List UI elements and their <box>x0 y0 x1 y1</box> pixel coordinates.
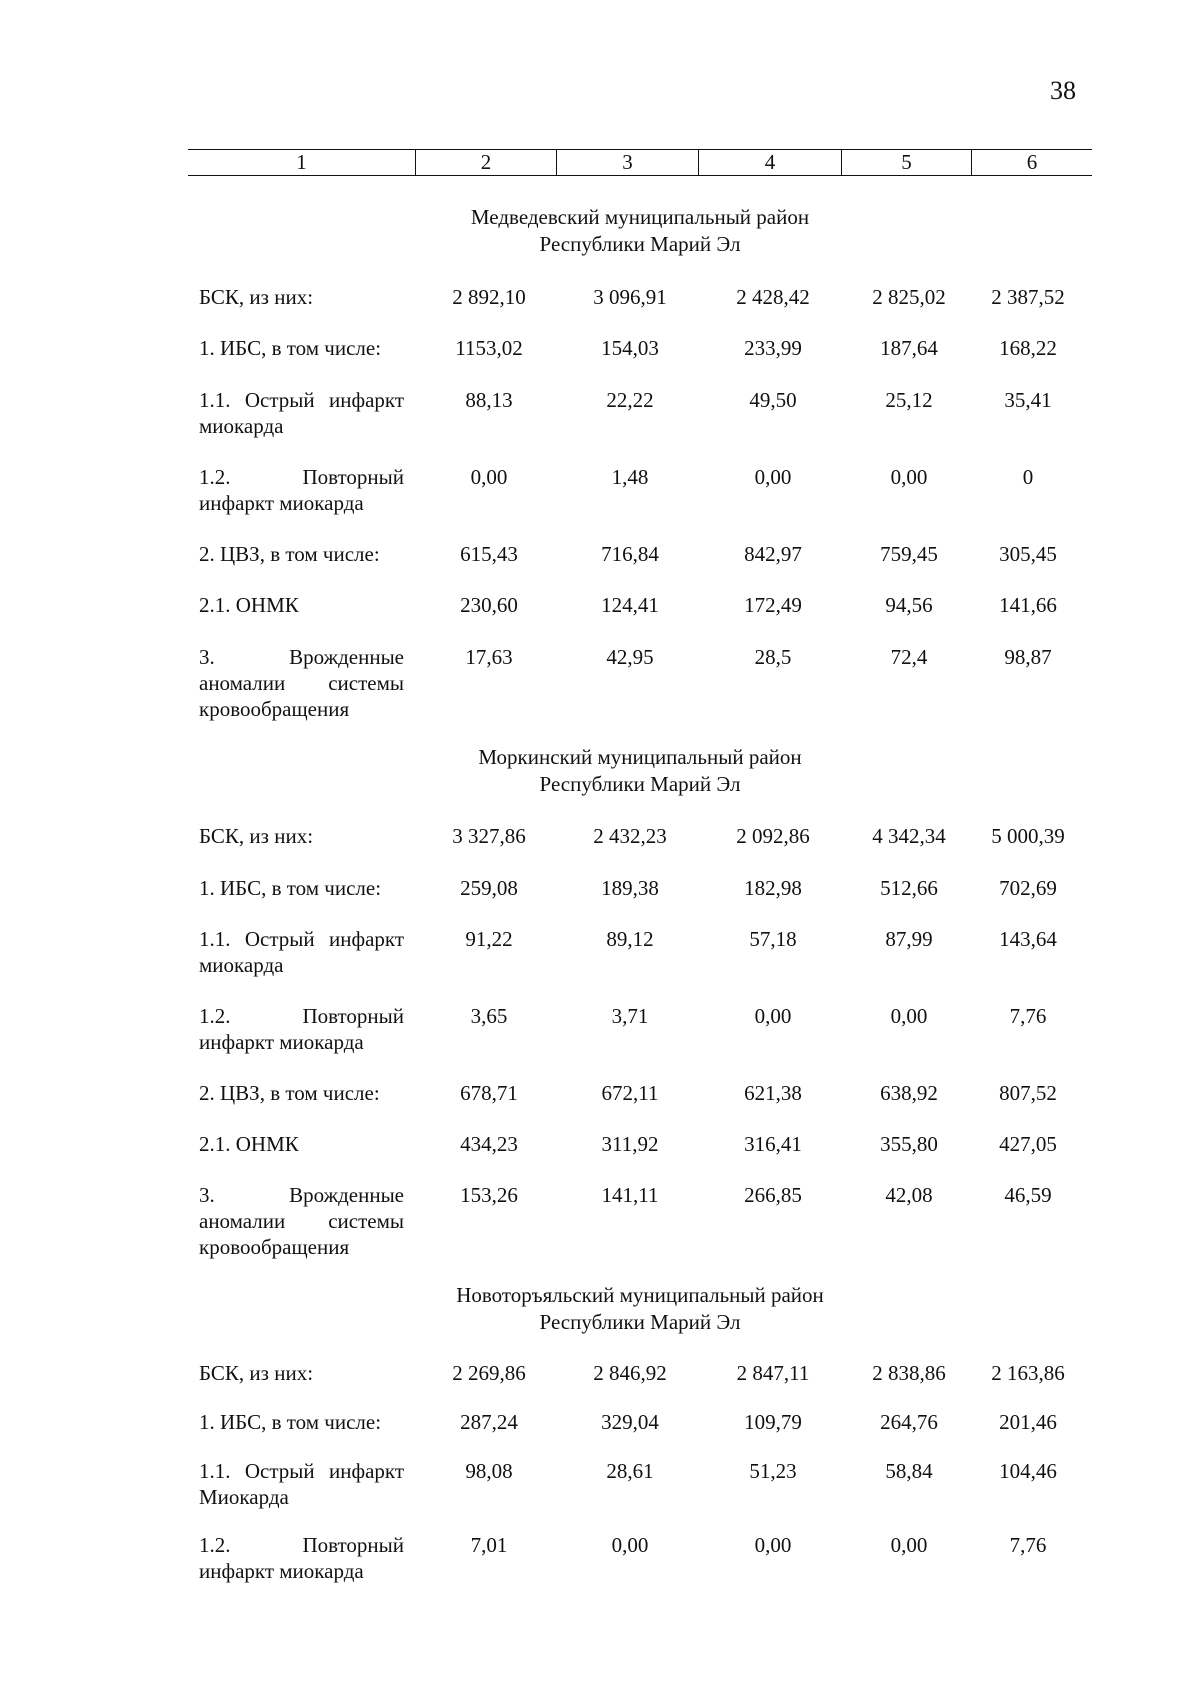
cell-value: 621,38 <box>744 1081 802 1105</box>
cell-value: 1,48 <box>611 465 649 489</box>
cell-value: 702,69 <box>999 876 1057 900</box>
row-label: 2. ЦВЗ, в том числе: <box>199 542 380 566</box>
district-title-line: Республики Марий Эл <box>539 772 741 796</box>
row-label: 2.1. ОНМК <box>199 1132 299 1156</box>
cell-value: 58,84 <box>885 1459 933 1483</box>
row-label: 1. ИБС, в том числе: <box>199 876 382 900</box>
cell-value: 5 000,39 <box>991 824 1065 848</box>
column-header-5: 5 <box>841 150 971 175</box>
row-label: 1.2. Повторный инфаркт миокарда <box>199 1004 404 1054</box>
cell-value: 305,45 <box>999 542 1057 566</box>
cell-value: 88,13 <box>465 388 513 412</box>
cell-value: 28,61 <box>606 1459 654 1483</box>
row-label: 1.2. Повторный инфаркт миокарда <box>199 465 404 515</box>
cell-value: 98,87 <box>1004 645 1052 669</box>
cell-value: 109,79 <box>744 1410 802 1434</box>
cell-value: 87,99 <box>885 927 933 951</box>
cell-value: 7,76 <box>1009 1533 1047 1557</box>
cell-value: 638,92 <box>880 1081 938 1105</box>
cell-value: 2 163,86 <box>991 1361 1065 1385</box>
cell-value: 51,23 <box>749 1459 797 1483</box>
cell-value: 615,43 <box>460 542 518 566</box>
cell-value: 98,08 <box>465 1459 513 1483</box>
cell-value: 7,01 <box>470 1533 508 1557</box>
cell-value: 2 892,10 <box>452 285 526 309</box>
district-title <box>188 744 1092 798</box>
row-label: 2. ЦВЗ, в том числе: <box>199 1081 380 1105</box>
cell-value: 91,22 <box>465 927 513 951</box>
cell-value: 0,00 <box>890 1533 928 1557</box>
page-number: 38 <box>1050 76 1076 105</box>
row-label: 2.1. ОНМК <box>199 593 299 617</box>
cell-value: 3 327,86 <box>452 824 526 848</box>
cell-value: 678,71 <box>460 1081 518 1105</box>
row-label: 1. ИБС, в том числе: <box>199 336 382 360</box>
cell-value: 143,64 <box>999 927 1057 951</box>
cell-value: 104,46 <box>999 1459 1057 1483</box>
column-header-6: 6 <box>971 150 1092 175</box>
cell-value: 42,08 <box>885 1183 933 1207</box>
cell-value: 4 342,34 <box>872 824 946 848</box>
cell-value: 0 <box>1022 465 1034 489</box>
cell-value: 259,08 <box>460 876 518 900</box>
column-header-2: 2 <box>415 150 556 175</box>
cell-value: 42,95 <box>606 645 654 669</box>
row-label: 3. Врожденные аномалии системы кровообращения <box>199 1183 404 1259</box>
row-label: 1.2. Повторный инфаркт миокарда <box>199 1533 404 1583</box>
cell-value: 17,63 <box>465 645 513 669</box>
cell-value: 187,64 <box>880 336 938 360</box>
cell-value: 35,41 <box>1004 388 1052 412</box>
cell-value: 842,97 <box>744 542 802 566</box>
row-label: БСК, из них: <box>199 1361 314 1385</box>
cell-value: 201,46 <box>999 1410 1057 1434</box>
cell-value: 2 387,52 <box>991 285 1065 309</box>
cell-value: 57,18 <box>749 927 797 951</box>
cell-value: 172,49 <box>744 593 802 617</box>
cell-value: 0,00 <box>754 465 792 489</box>
cell-value: 182,98 <box>744 876 802 900</box>
cell-value: 1153,02 <box>455 336 523 360</box>
cell-value: 316,41 <box>744 1132 802 1156</box>
cell-value: 434,23 <box>460 1132 518 1156</box>
cell-value: 672,11 <box>601 1081 659 1105</box>
cell-value: 154,03 <box>601 336 659 360</box>
row-label: 3. Врожденные аномалии системы кровообращения <box>199 645 404 721</box>
cell-value: 716,84 <box>601 542 659 566</box>
cell-value: 3,65 <box>470 1004 508 1028</box>
row-label: 1.1. Острый инфаркт миокарда <box>199 388 404 438</box>
cell-value: 3,71 <box>611 1004 649 1028</box>
cell-value: 22,22 <box>606 388 654 412</box>
cell-value: 25,12 <box>885 388 933 412</box>
cell-value: 266,85 <box>744 1183 802 1207</box>
cell-value: 230,60 <box>460 593 518 617</box>
cell-value: 153,26 <box>460 1183 518 1207</box>
cell-value: 189,38 <box>601 876 659 900</box>
cell-value: 512,66 <box>880 876 938 900</box>
cell-value: 2 846,92 <box>593 1361 667 1385</box>
cell-value: 311,92 <box>601 1132 659 1156</box>
cell-value: 427,05 <box>999 1132 1057 1156</box>
district-title-line: Новоторъяльский муниципальный район <box>456 1283 824 1307</box>
cell-value: 2 838,86 <box>872 1361 946 1385</box>
district-title-line: Республики Марий Эл <box>539 1310 741 1334</box>
cell-value: 0,00 <box>470 465 508 489</box>
district-title-line: Республики Марий Эл <box>539 232 741 256</box>
district-title <box>188 204 1092 258</box>
cell-value: 168,22 <box>999 336 1057 360</box>
cell-value: 0,00 <box>754 1533 792 1557</box>
district-title-line: Моркинский муниципальный район <box>478 745 802 769</box>
cell-value: 2 092,86 <box>736 824 810 848</box>
row-label: 1.1. Острый инфаркт миокарда <box>199 927 404 977</box>
cell-value: 807,52 <box>999 1081 1057 1105</box>
column-header-1: 1 <box>296 150 307 174</box>
cell-value: 264,76 <box>880 1410 938 1434</box>
cell-value: 46,59 <box>1004 1183 1052 1207</box>
column-header-3: 3 <box>556 150 698 175</box>
cell-value: 0,00 <box>611 1533 649 1557</box>
cell-value: 124,41 <box>601 593 659 617</box>
cell-value: 3 096,91 <box>593 285 667 309</box>
cell-value: 49,50 <box>749 388 797 412</box>
cell-value: 0,00 <box>754 1004 792 1028</box>
cell-value: 141,11 <box>601 1183 659 1207</box>
column-header-4: 4 <box>698 150 841 175</box>
cell-value: 0,00 <box>890 1004 928 1028</box>
cell-value: 72,4 <box>890 645 928 669</box>
cell-value: 355,80 <box>880 1132 938 1156</box>
cell-value: 2 825,02 <box>872 285 946 309</box>
cell-value: 287,24 <box>460 1410 518 1434</box>
cell-value: 2 269,86 <box>452 1361 526 1385</box>
cell-value: 2 428,42 <box>736 285 810 309</box>
district-title <box>188 1282 1092 1336</box>
cell-value: 141,66 <box>999 593 1057 617</box>
cell-value: 2 432,23 <box>593 824 667 848</box>
row-label: 1. ИБС, в том числе: <box>199 1410 382 1434</box>
table-header-row <box>188 149 1092 176</box>
district-title-line: Медведевский муниципальный район <box>470 205 810 229</box>
cell-value: 233,99 <box>744 336 802 360</box>
cell-value: 0,00 <box>890 465 928 489</box>
row-label: БСК, из них: <box>199 824 314 848</box>
cell-value: 2 847,11 <box>736 1361 810 1385</box>
cell-value: 94,56 <box>885 593 933 617</box>
cell-value: 89,12 <box>606 927 654 951</box>
cell-value: 329,04 <box>601 1410 659 1434</box>
cell-value: 7,76 <box>1009 1004 1047 1028</box>
row-label: БСК, из них: <box>199 285 314 309</box>
cell-value: 759,45 <box>880 542 938 566</box>
row-label: 1.1. Острый инфаркт Миокарда <box>199 1459 404 1509</box>
cell-value: 28,5 <box>754 645 792 669</box>
